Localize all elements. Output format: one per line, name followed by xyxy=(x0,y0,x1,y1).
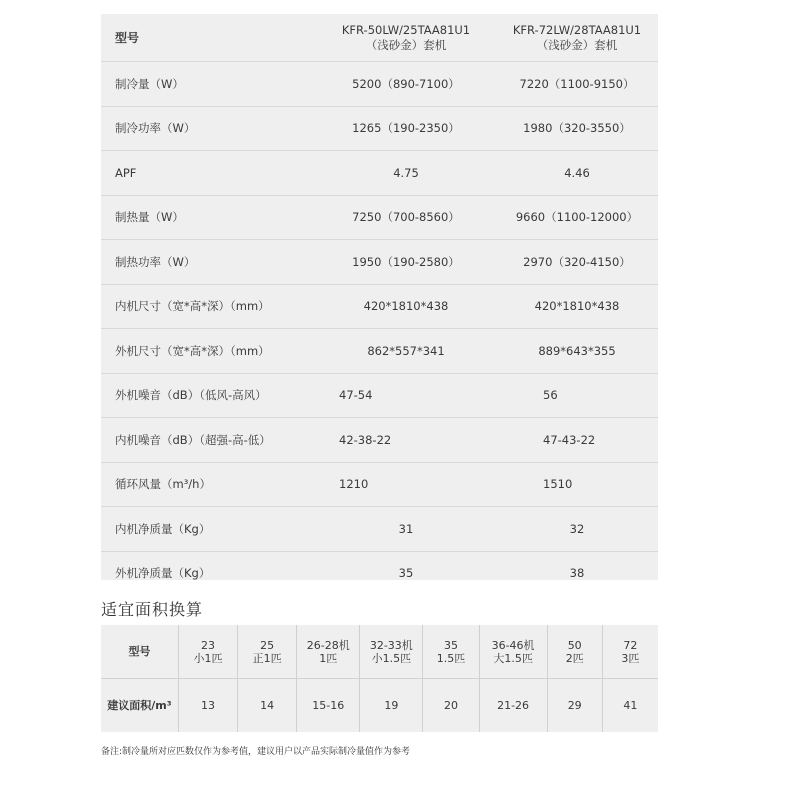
spec-value-model-2: 9660（1100-12000） xyxy=(515,210,639,225)
spec-label: 外机噪音（dB）（低风-高风） xyxy=(115,388,267,403)
spec-value-model-2: 1980（320-3550） xyxy=(523,121,631,136)
spec-row-indoor-size xyxy=(101,285,658,330)
spec-row-outdoor-size xyxy=(101,329,658,374)
area-model-cell: 26-28机 1匹 xyxy=(297,625,360,678)
spec-row-cooling-power xyxy=(101,107,658,152)
spec-row-airflow xyxy=(101,463,658,508)
spec-label: 制冷量（W） xyxy=(115,76,184,91)
spec-value-model-2: 4.46 xyxy=(564,165,590,180)
spec-row-cooling-capacity xyxy=(101,62,658,107)
area-model-cell: 36-46机 大1.5匹 xyxy=(480,625,548,678)
spec-label: 循环风量（m³/h） xyxy=(115,477,211,492)
spec-value-model-1: 7250（700-8560） xyxy=(352,210,460,225)
spec-row-apf xyxy=(101,151,658,196)
area-row-label: 建议面积/m³ xyxy=(101,679,179,732)
spec-label: 制热量（W） xyxy=(115,210,184,225)
spec-value-model-2: 7220（1100-9150） xyxy=(519,76,635,91)
area-section-title: 适宜面积换算 xyxy=(101,600,204,619)
area-size-cell: 19 xyxy=(360,679,423,732)
area-row-label: 型号 xyxy=(101,625,179,678)
spec-row-outdoor-weight xyxy=(101,552,658,596)
spec-value-model-1: 42-38-22 xyxy=(339,432,392,447)
spec-label: 外机净质量（Kg） xyxy=(115,566,211,581)
area-model-cell: 32-33机 小1.5匹 xyxy=(360,625,423,678)
area-size-cell: 21-26 xyxy=(480,679,548,732)
spec-table xyxy=(101,14,658,580)
spec-value-model-1: 1265（190-2350） xyxy=(352,121,460,136)
area-size-row xyxy=(101,679,658,732)
model-1-header xyxy=(317,14,495,61)
spec-label: 内机噪音（dB）（超强-高-低） xyxy=(115,432,271,447)
spec-row-indoor-noise xyxy=(101,418,658,463)
spec-value-model-1: 4.75 xyxy=(393,165,419,180)
spec-label: APF xyxy=(115,165,137,180)
area-size-cell: 13 xyxy=(179,679,238,732)
area-model-cell: 23 小1匹 xyxy=(179,625,238,678)
model-2-variant: （浅砂金）套机 xyxy=(536,37,618,52)
spec-row-indoor-weight xyxy=(101,507,658,552)
spec-header-row xyxy=(101,14,658,62)
spec-value-model-1: 1210 xyxy=(339,477,369,492)
model-2-header xyxy=(497,14,657,61)
spec-row-heating-power xyxy=(101,240,658,285)
spec-label: 内机尺寸（宽*高*深）（mm） xyxy=(115,299,270,314)
model-2-code: KFR-72LW/28TAA81U1 xyxy=(512,22,642,37)
area-size-cell: 20 xyxy=(423,679,479,732)
model-header-label: 型号 xyxy=(115,31,140,45)
model-1-code: KFR-50LW/25TAA81U1 xyxy=(341,22,471,37)
spec-value-model-1: 420*1810*438 xyxy=(363,299,449,314)
model-1-variant: （浅砂金）套机 xyxy=(365,37,447,52)
area-size-cell: 14 xyxy=(238,679,297,732)
spec-value-model-1: 862*557*341 xyxy=(367,343,445,358)
spec-value-model-1: 31 xyxy=(398,521,414,536)
spec-value-model-2: 32 xyxy=(569,521,585,536)
spec-label: 内机净质量（Kg） xyxy=(115,521,211,536)
area-model-cell: 50 2匹 xyxy=(548,625,603,678)
spec-value-model-2: 56 xyxy=(543,388,558,403)
spec-value-model-2: 889*643*355 xyxy=(538,343,616,358)
spec-label: 外机尺寸（宽*高*深）（mm） xyxy=(115,343,270,358)
area-size-cell: 29 xyxy=(548,679,603,732)
spec-value-model-1: 47-54 xyxy=(339,388,373,403)
spec-row-heating-capacity xyxy=(101,196,658,241)
spec-value-model-2: 2970（320-4150） xyxy=(523,254,631,269)
area-size-cell: 41 xyxy=(623,699,638,712)
spec-value-model-2: 47-43-22 xyxy=(543,432,596,447)
area-model-cell: 72 3匹 xyxy=(621,638,640,665)
area-model-cell: 35 1.5匹 xyxy=(423,625,479,678)
area-size-cell: 15-16 xyxy=(297,679,360,732)
area-table xyxy=(101,625,658,732)
area-model-row xyxy=(101,625,658,679)
spec-value-model-2: 38 xyxy=(569,566,585,581)
spec-row-outdoor-noise xyxy=(101,374,658,419)
spec-value-model-1: 5200（890-7100） xyxy=(352,76,460,91)
spec-value-model-1: 35 xyxy=(398,566,414,581)
spec-label: 制热功率（W） xyxy=(115,254,196,269)
footnote: 备注:制冷量所对应匹数仅作为参考值，建议用户以产品实际制冷量值作为参考 xyxy=(101,747,411,757)
spec-value-model-1: 1950（190-2580） xyxy=(352,254,460,269)
spec-value-model-2: 420*1810*438 xyxy=(534,299,620,314)
area-model-cell: 25 正1匹 xyxy=(238,625,297,678)
spec-label: 制冷功率（W） xyxy=(115,121,196,136)
spec-value-model-2: 1510 xyxy=(543,477,573,492)
